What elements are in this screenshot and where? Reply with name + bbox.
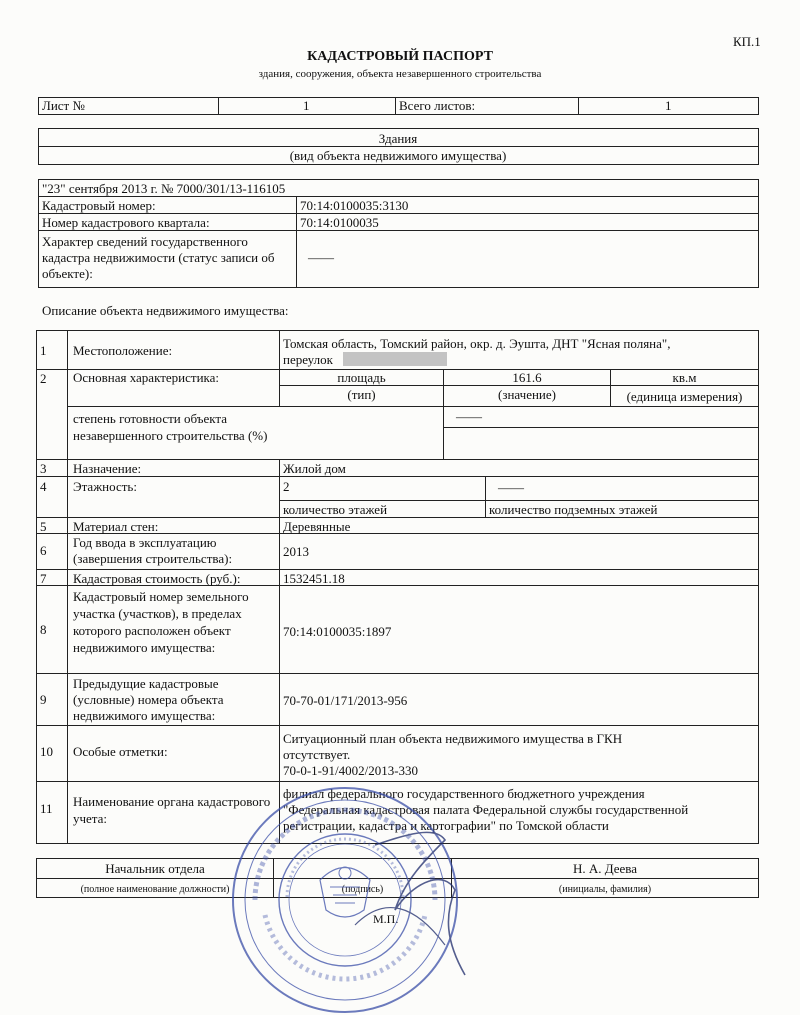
purpose-value: Жилой дом <box>283 461 346 476</box>
total-sheets-label: Всего листов: <box>399 98 476 113</box>
record-status-label: Характер сведений государственного кадастра недвижимости (статус записи об объекте): <box>42 234 275 281</box>
authority-line-3: регистрации, кадастра и картографии" по Томской области <box>283 818 609 833</box>
official-seal-stamp <box>225 775 485 1015</box>
row-4-number: 4 <box>40 479 47 494</box>
cadastral-value-value: 1532451.18 <box>283 571 345 586</box>
total-sheets-value: 1 <box>665 98 672 113</box>
row-10-label: Особые отметки: <box>73 744 168 759</box>
row-5-label: Материал стен: <box>73 519 159 534</box>
row-1-number: 1 <box>40 343 47 358</box>
signer-name: Н. А. Деева <box>572 861 638 876</box>
sheet-label: Лист № <box>42 98 85 113</box>
object-kind-value: Здания <box>378 131 418 146</box>
cadastral-number: 70:14:0100035:3130 <box>300 198 409 213</box>
block-number-label: Номер кадастрового квартала: <box>42 215 210 230</box>
authority-line-1: филиал федерального государственного бюджетного учреждения <box>283 786 645 801</box>
form-code: КП.1 <box>733 34 761 49</box>
location-line-2: переулок <box>283 352 333 367</box>
location-line-1: Томская область, Томский район, окр. д. Эушта, ДНТ "Ясная поляна", <box>283 336 671 351</box>
readiness-label: степень готовности объекта незавершенного строительства (%) <box>73 411 268 443</box>
readiness-value: —— <box>456 409 482 424</box>
name-caption: (инициалы, фамилия) <box>558 884 652 895</box>
row-6-number: 6 <box>40 543 47 558</box>
type-caption: (тип) <box>347 387 376 402</box>
document-subtitle: здания, сооружения, объекта незавершенного строительства <box>258 68 542 80</box>
row-8-number: 8 <box>40 622 47 637</box>
row-11-label: Наименование органа кадастрового учета: <box>73 794 271 826</box>
row-2-label: Основная характеристика: <box>73 370 220 385</box>
row-10-number: 10 <box>40 744 53 759</box>
signer-position: Начальник отдела <box>105 861 205 876</box>
passport-date-number: "23" сентября 2013 г. № 7000/301/13-116105 <box>42 181 286 196</box>
floors-caption: количество этажей <box>283 502 388 517</box>
row-6-label: Год ввода в эксплуатацию (завершения строительства): <box>73 535 233 566</box>
object-kind-caption: (вид объекта недвижимого имущества) <box>289 148 507 163</box>
cadastral-number-label: Кадастровый номер: <box>42 198 156 213</box>
previous-numbers-value: 70-70-01/171/2013-956 <box>283 693 408 708</box>
row-11-number: 11 <box>40 801 53 816</box>
underground-floors-caption: количество подземных этажей <box>489 502 658 517</box>
row-1-label: Местоположение: <box>73 343 173 358</box>
area-value: 161.6 <box>512 370 542 385</box>
wall-material-value: Деревянные <box>283 519 351 534</box>
row-7-number: 7 <box>40 571 47 586</box>
redacted-address <box>343 352 447 366</box>
row-4-label: Этажность: <box>73 479 137 494</box>
row-2-number: 2 <box>40 371 47 386</box>
special-notes-line-3: 70-0-1-91/4002/2013-330 <box>283 763 419 778</box>
seal-place-label: М.П. <box>373 912 399 926</box>
position-caption: (полное наименование должности) <box>80 884 230 895</box>
row-3-label: Назначение: <box>73 461 142 476</box>
row-9-label: Предыдущие кадастровые (условные) номера объекта недвижимого имущества: <box>73 676 224 723</box>
value-caption: (значение) <box>498 387 556 402</box>
row-9-number: 9 <box>40 692 47 707</box>
document-title: КАДАСТРОВЫЙ ПАСПОРТ <box>307 49 493 64</box>
commissioning-year-value: 2013 <box>283 544 309 559</box>
row-8-label: Кадастровый номер земельного участка (участков), в пределах которого расположен объект недвижимого имущества: <box>73 589 249 655</box>
special-notes-line-1: Ситуационный план объекта недвижимого имущества в ГКН <box>283 731 623 746</box>
record-status-value: —— <box>308 250 334 265</box>
signature-caption: (подпись) <box>341 884 384 895</box>
block-number: 70:14:0100035 <box>300 215 379 230</box>
floors-value: 2 <box>283 479 290 494</box>
area-unit: кв.м <box>672 370 697 385</box>
sheet-value: 1 <box>303 98 310 113</box>
row-7-label: Кадастровая стоимость (руб.): <box>73 571 241 586</box>
authority-line-2: "Федеральная кадастровая палата Федеральной службы государственной <box>283 802 689 817</box>
description-title: Описание объекта недвижимого имущества: <box>42 303 289 318</box>
unit-caption: (единица измерения) <box>626 389 743 404</box>
underground-floors-value: —— <box>498 480 524 495</box>
special-notes-line-2: отсутствует. <box>283 747 351 762</box>
area-type: площадь <box>337 370 386 385</box>
row-5-number: 5 <box>40 519 47 534</box>
row-3-number: 3 <box>40 461 47 476</box>
land-plot-number-value: 70:14:0100035:1897 <box>283 624 392 639</box>
